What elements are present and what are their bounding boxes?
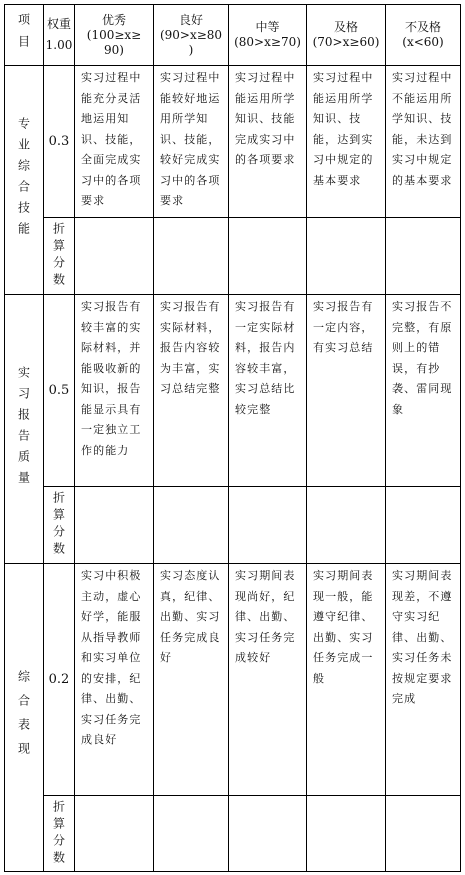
section-name: 实习报告质量 bbox=[16, 366, 31, 492]
criteria-pass: 实习过程中能运用所学知识、技能，达到实习中规定的基本要求 bbox=[313, 71, 374, 187]
score-cell bbox=[386, 218, 460, 294]
criteria-fail: 实习过程中不能运用所学知识、技能，未达到实习中规定的基本要求 bbox=[392, 71, 453, 187]
score-cell bbox=[154, 487, 228, 563]
grade-range: (90>x≥80 ) bbox=[159, 27, 223, 57]
criteria-pass: 实习期间表现一般，能遵守纪律、出勤、实习任务完成一般 bbox=[313, 569, 374, 685]
criteria-medium: 实习报告有一定实际材料，报告内容较丰富，实习总结比较完整 bbox=[235, 300, 296, 416]
score-cell bbox=[229, 796, 306, 871]
grade-name: 中等 bbox=[255, 20, 280, 34]
score-cell bbox=[307, 487, 385, 563]
criteria-excellent: 实习报告有较丰富的实际材料，并能吸收新的知识，报告能显示具有一定独立工作的能力 bbox=[81, 300, 142, 457]
score-label: 折算分数 bbox=[51, 799, 66, 868]
grid-line bbox=[4, 871, 461, 872]
criteria-medium: 实习期间表现尚好，纪律、出勤、实习任务完成较好 bbox=[235, 569, 296, 664]
section-weight: 0.2 bbox=[48, 672, 70, 687]
score-cell bbox=[75, 796, 153, 871]
header-weight bbox=[44, 5, 74, 65]
header-grade-fail bbox=[386, 5, 460, 65]
score-cell bbox=[229, 487, 306, 563]
criteria-good: 实习态度认真，纪律、出勤、实习任务完成良好 bbox=[160, 569, 221, 664]
criteria-excellent: 实习过程中能充分灵活地运用知识、技能，全面完成实习中的各项要求 bbox=[81, 71, 142, 207]
score-label: 折算分数 bbox=[51, 491, 66, 559]
section-name: 专业综合技能 bbox=[16, 117, 31, 243]
score-cell bbox=[154, 218, 228, 294]
header-grade-good bbox=[154, 5, 228, 65]
score-cell bbox=[386, 487, 460, 563]
header-grade-excellent bbox=[75, 5, 153, 65]
score-cell bbox=[307, 796, 385, 871]
grade-range: (70>x≥60) bbox=[312, 35, 380, 49]
criteria-excellent: 实习中积极主动，虚心好学，能服从指导教师和实习单位的安排，纪律、出勤、实习任务完成良好 bbox=[81, 569, 142, 746]
grade-name: 优秀 bbox=[101, 12, 126, 27]
score-cell bbox=[75, 218, 153, 294]
grade-name: 良好 bbox=[178, 12, 203, 27]
header-item bbox=[5, 5, 43, 65]
section-name: 综合表现 bbox=[16, 669, 31, 766]
criteria-medium: 实习过程中能运用所学知识、技能完成实习中的各项要求 bbox=[235, 71, 296, 166]
criteria-good: 实习过程中能较好地运用所学知识、技能，较好完成实习中的各项要求 bbox=[160, 71, 221, 207]
score-label: 折算分数 bbox=[51, 222, 66, 290]
grade-range: (80>x≥70) bbox=[234, 35, 301, 49]
criteria-fail: 实习报告不完整，有原则上的错误，有抄袭、雷同现象 bbox=[392, 300, 453, 416]
header-item-label: 项目 bbox=[16, 13, 31, 57]
grade-range: (x<60) bbox=[402, 35, 444, 49]
criteria-fail: 实习期间表现差，不遵守实习纪律、出勤、实习任务未按规定要求完成 bbox=[392, 569, 453, 705]
grade-name: 不及格 bbox=[404, 20, 441, 34]
header-grade-pass bbox=[307, 5, 385, 65]
score-cell bbox=[154, 796, 228, 871]
score-cell bbox=[386, 796, 460, 871]
criteria-good: 实习报告有实际材料，报告内容较为丰富，实习总结完整 bbox=[160, 300, 221, 395]
grade-name: 及格 bbox=[333, 20, 358, 34]
score-cell bbox=[75, 487, 153, 563]
criteria-pass: 实习报告有一定内容，有实习总结 bbox=[313, 300, 374, 354]
header-weight-total: 1.00 bbox=[45, 38, 73, 52]
section-weight: 0.5 bbox=[48, 383, 70, 398]
grade-range: (100≥x≥ 90) bbox=[86, 27, 142, 57]
score-cell bbox=[307, 218, 385, 294]
grid-line bbox=[460, 4, 461, 872]
section-weight: 0.3 bbox=[48, 134, 70, 149]
header-weight-label: 权重 bbox=[46, 17, 71, 31]
score-cell bbox=[229, 218, 306, 294]
header-grade-medium bbox=[229, 5, 306, 65]
